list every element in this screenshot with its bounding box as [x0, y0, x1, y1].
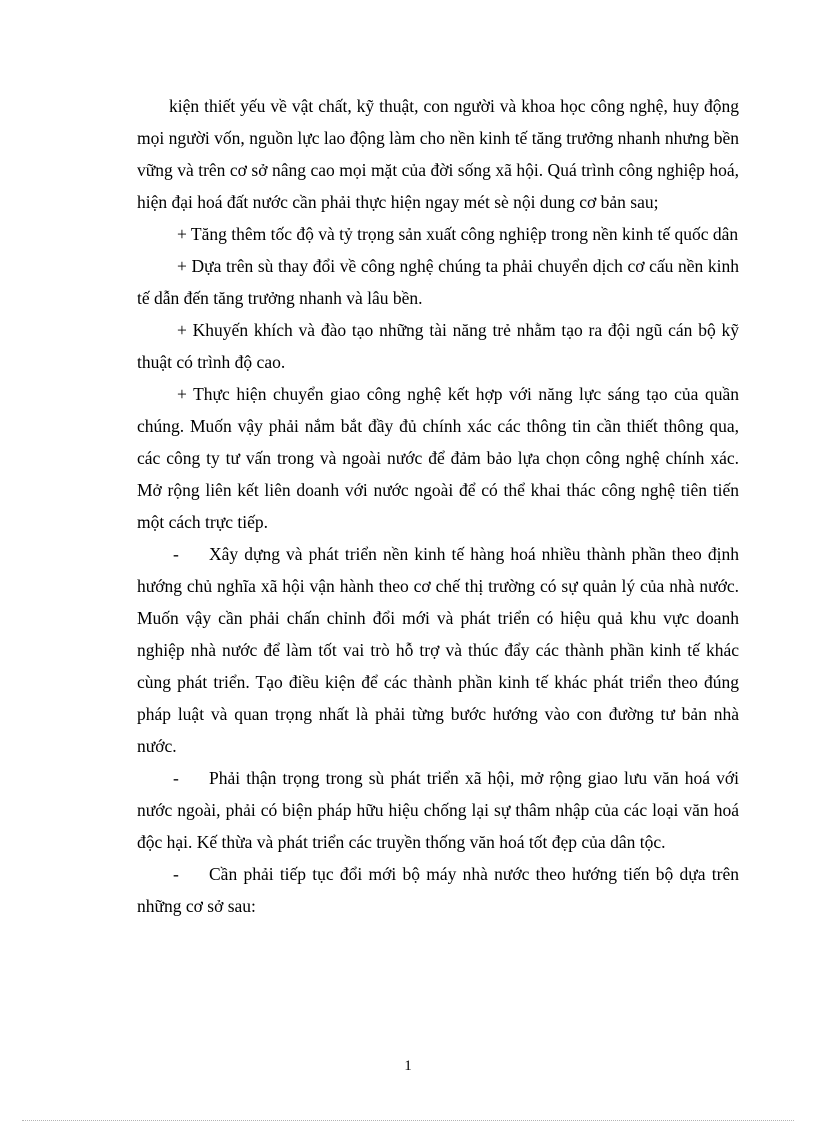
bullet-item-1	[137, 538, 739, 762]
paragraph-plus-2: + Dựa trên sù thay đổi về công nghệ chúng ta phải chuyển dịch cơ cấu nền kinh tế dẫn đến tăng trưởng nhanh và lâu bền.	[137, 256, 739, 308]
bullet-text: Xây dựng và phát triển nền kinh tế hàng hoá nhiều thành phần theo định hướng chủ nghĩa xã hội vận hành theo cơ chế thị trường có sự quản lý của nhà nước. Muốn vậy cần phải chấn chỉnh đổi mới và phát triển có hiệu quả khu vực doanh nghiệp nhà nước để làm tốt vai trò hỗ trợ và thúc đẩy các thành phần kinh tế khác cùng phát triển. Tạo điều kiện để các thành phần kinh tế khác phát triển theo đúng pháp luật và quan trọng nhất là phải từng bước hướng vào con đường tư bản nhà nước.	[137, 544, 739, 756]
paragraph-plus-1: + Tăng thêm tốc độ và tỷ trọng sản xuất công nghiệp trong nền kinh tế quốc dân	[177, 224, 739, 244]
page-number: 1	[404, 1058, 412, 1074]
bullet-item-2	[137, 762, 739, 858]
document-body	[137, 90, 739, 922]
bullet-marker: -	[173, 864, 179, 884]
bullet-text: Phải thận trọng trong sù phát triển xã hội, mở rộng giao lưu văn hoá với nước ngoài, phải có biện pháp hữu hiệu chống lại sự thâm nhập của các loại văn hoá độc hại. Kế thừa và phát triển các truyền thống văn hoá tốt đẹp của dân tộc.	[137, 768, 739, 852]
paragraph-plus-3: + Khuyến khích và đào tạo những tài năng trẻ nhằm tạo ra đội ngũ cán bộ kỹ thuật có trình độ cao.	[137, 320, 739, 372]
bullet-item-3	[137, 858, 739, 922]
paragraph-plus-4: + Thực hiện chuyển giao công nghệ kết hợp với năng lực sáng tạo của quần chúng. Muốn vậy phải nắm bắt đầy đủ chính xác các thông tin cần thiết thông qua, các công ty tư vấn trong và ngoài nước để đảm bảo lựa chọn công nghệ chính xác. Mở rộng liên kết liên doanh với nước ngoài để có thể khai thác công nghệ tiên tiến một cách trực tiếp.	[137, 384, 739, 532]
paragraph-intro: kiện thiết yếu về vật chất, kỹ thuật, con người và khoa học công nghệ, huy động mọi người vốn, nguồn lực lao động làm cho nền kinh tế tăng trưởng nhanh nhưng bền vững và trên cơ sở nâng cao mọi mặt của đời sống xã hội. Quá trình công nghiệp hoá, hiện đại hoá đất nước cần phải thực hiện ngay mét sè nội dung cơ bản sau;	[137, 96, 739, 212]
page-bottom-dotted-rule	[22, 1120, 794, 1121]
bullet-marker: -	[173, 768, 179, 788]
bullet-text: Cần phải tiếp tục đổi mới bộ máy nhà nước theo hướng tiến bộ dựa trên những cơ sở sau:	[137, 864, 739, 916]
bullet-marker: -	[173, 544, 179, 564]
